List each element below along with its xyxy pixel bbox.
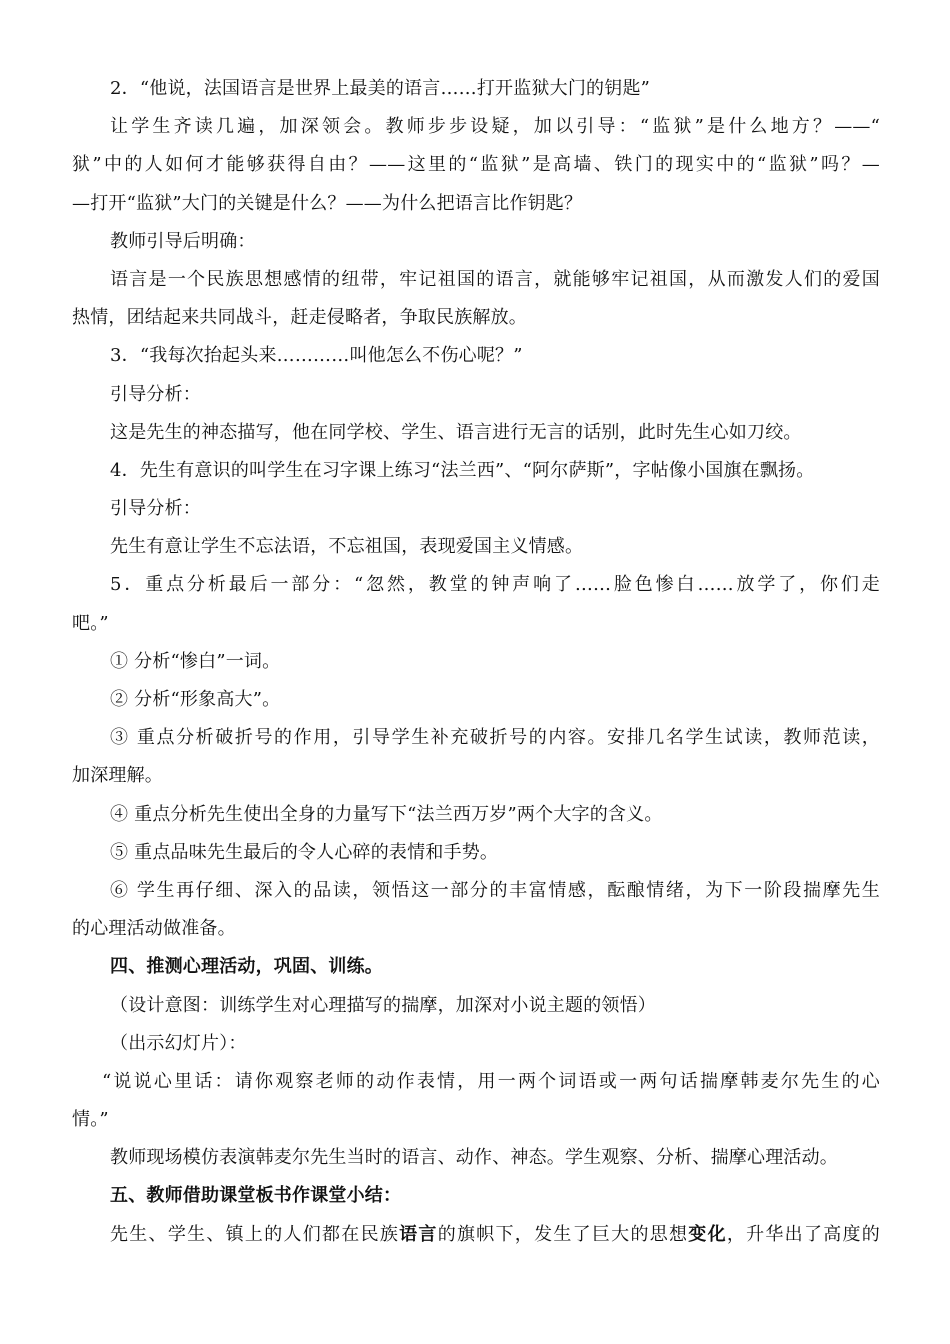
paragraph-line: —打开“监狱”大门的关键是什么？——为什么把语言比作钥匙？ xyxy=(72,192,583,214)
list-item: ② 分析“形象高大”。 xyxy=(110,689,281,710)
paragraph-line: 语言是一个民族思想感情的纽带，牢记祖国的语言，就能够牢记祖国，从而激发人们的爱国 xyxy=(110,268,880,290)
summary-text: ，升华出了高度的 xyxy=(726,1223,880,1245)
paragraph-line: 狱”中的人如何才能够获得自由？——这里的“监狱”是高墙、铁门的现实中的“监狱”吗？— xyxy=(72,154,880,176)
list-item: ① 分析“惨白”一词。 xyxy=(110,650,281,672)
paragraph-line: 情。” xyxy=(72,1109,109,1131)
list-item: ④ 重点分析先生使出全身的力量写下“法兰西万岁”两个大字的含义。 xyxy=(110,803,663,825)
paragraph-line: 热情，团结起来共同战斗，赶走侵略者，争取民族解放。 xyxy=(72,307,527,329)
paragraph-line: 的心理活动做准备。 xyxy=(72,918,236,940)
paragraph-line: 引导分析： xyxy=(110,383,201,405)
list-item: ⑥ 学生再仔细、深入的品读，领悟这一部分的丰富情感，酝酿情绪，为下一阶段揣摩先生 xyxy=(110,879,880,901)
list-item: ③ 重点分析破折号的作用，引导学生补充破折号的内容。安排几名学生试读，教师范读， xyxy=(110,727,880,749)
document-page xyxy=(72,70,880,1254)
design-intent: （设计意图：训练学生对心理描写的揣摩，加深对小说主题的领悟） xyxy=(110,994,656,1016)
item-2-heading: 2．“他说，法国语言是世界上最美的语言……打开监狱大门的钥匙” xyxy=(110,78,651,99)
section-heading-4: 四、推测心理活动，巩固、训练。 xyxy=(110,956,383,978)
emphasis-change: 变化 xyxy=(688,1223,727,1245)
paragraph-line: 让学生齐读几遍，加深领会。教师步步设疑，加以引导：“监狱”是什么地方？——“ xyxy=(110,116,880,138)
section-heading-5: 五、教师借助课堂板书作课堂小结： xyxy=(110,1185,402,1207)
paragraph-line: 这是先生的神态描写，他在同学校、学生、语言进行无言的话别，此时先生心如刀绞。 xyxy=(110,421,802,443)
paragraph-line: 教师现场模仿表演韩麦尔先生当时的语言、动作、神态。学生观察、分析、揣摩心理活动。 xyxy=(110,1147,838,1169)
summary-text: 先生、学生、镇上的人们都在民族 xyxy=(110,1223,400,1245)
paragraph-line: 加深理解。 xyxy=(72,765,163,787)
slide-note: （出示幻灯片）： xyxy=(110,1032,247,1054)
paragraph-line: 引导分析： xyxy=(110,498,201,520)
emphasis-language: 语言 xyxy=(399,1223,438,1245)
paragraph-line: 教师引导后明确： xyxy=(110,230,256,252)
list-item: ⑤ 重点品味先生最后的令人心碎的表情和手势。 xyxy=(110,841,499,863)
item-5-heading: 5．重点分析最后一部分：“忽然，教堂的钟声响了……脸色惨白……放学了，你们走 xyxy=(110,574,880,596)
quote-line: “说说心里话：请你观察老师的动作表情，用一两个词语或一两句话揣摩韩麦尔先生的心 xyxy=(102,1070,880,1092)
item-4-heading: 4．先生有意识的叫学生在习字课上练习“法兰西”、“阿尔萨斯”，字帖像小国旗在飘扬。 xyxy=(110,459,815,481)
paragraph-line: 先生有意让学生不忘法语，不忘祖国，表现爱国主义情感。 xyxy=(110,536,584,558)
summary-line xyxy=(72,1216,880,1254)
summary-text: 的旗帜下，发生了巨大的思想 xyxy=(437,1223,689,1245)
paragraph-line: 吧。” xyxy=(72,612,109,634)
item-3-heading: 3．“我每次抬起头来…………叫他怎么不伤心呢？” xyxy=(110,345,523,367)
